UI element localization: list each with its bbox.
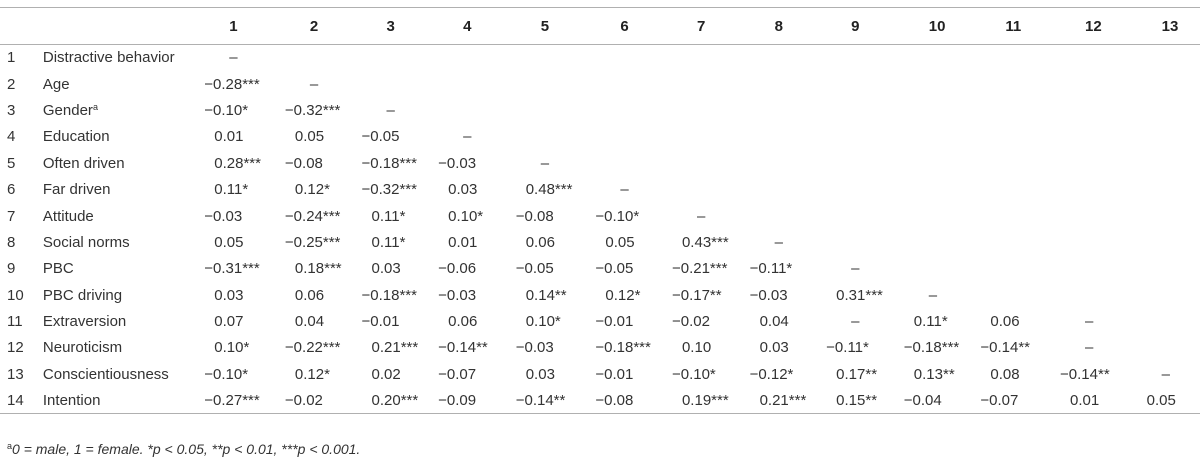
correlation-cell [826,124,904,150]
correlation-cell: 0.11* [371,207,406,225]
correlation-cell: 0.07 [214,313,244,331]
correlation-cell: 0.03 [214,286,244,304]
correlation-cell: – [229,49,238,67]
correlation-cell: −0.18*** [361,154,417,172]
correlation-cell: −0.22*** [284,339,341,357]
correlation-cell [826,150,904,176]
variable-superscript: a [92,101,98,112]
table-row [0,203,1200,229]
correlation-cell: – [463,128,472,146]
variable-name: PBC driving [42,286,123,304]
correlation-cell: −0.01 [361,313,400,331]
correlation-cell: 0.03 [448,181,478,199]
table-row [0,308,1200,334]
column-header: 9 [826,8,904,45]
table-row [0,97,1200,123]
correlation-cell [516,45,596,71]
variable-name-cell [43,308,204,334]
correlation-cell [595,97,672,123]
correlation-cell: −0.08 [515,207,554,225]
row-number: 9 [7,260,16,278]
row-number: 3 [7,101,16,119]
correlation-cell: −0.07 [980,388,1060,414]
variable-name-cell [43,388,204,414]
correlation-cell [1137,45,1200,71]
correlation-cell: 0.12* [294,365,330,383]
correlation-cell: 0.11* [913,313,948,331]
correlation-cell: – [851,260,860,278]
correlation-cell: 0.06 [990,313,1020,331]
correlation-cell: – [851,313,860,331]
correlation-cell: 0.06 [448,313,478,331]
column-header: 1 [204,8,285,45]
correlation-cell [904,124,981,150]
correlation-cell: −0.09 [438,388,516,414]
variable-name: Intention [42,392,101,410]
correlation-cell: −0.32*** [284,101,341,119]
correlation-cell [904,203,981,229]
column-header: 7 [672,8,750,45]
footnote-text: 0 = male, 1 = female. *p < 0.05, **p < 0.01, ***p < 0.001. [12,441,361,457]
correlation-cell: −0.03 [515,339,554,357]
correlation-cell: −0.31*** [204,260,260,278]
correlation-cell: −0.03 [204,207,243,225]
correlation-cell: 0.03 [525,365,555,383]
column-header: 12 [1060,8,1137,45]
correlation-cell [750,176,827,202]
correlation-cell: – [1085,339,1094,357]
correlation-cell: −0.14** [980,339,1031,357]
correlation-cell [826,203,904,229]
correlation-cell [980,150,1060,176]
correlation-cell [1060,229,1137,255]
variable-name: Gender [42,101,93,119]
variable-name: Often driven [42,154,125,172]
correlation-cell: −0.07 [438,365,477,383]
correlation-cell: −0.01 [595,313,634,331]
variable-name: Social norms [42,233,130,251]
correlation-cell: −0.05 [515,260,554,278]
correlation-cell [1137,335,1200,361]
correlation-cell: −0.28*** [204,75,260,93]
correlation-cell [362,71,439,97]
correlation-cell: – [1161,365,1170,383]
row-number: 11 [7,313,23,331]
table-row [0,361,1200,387]
correlation-cell: −0.01 [595,365,634,383]
correlation-cell [980,97,1060,123]
variable-name-cell [43,203,204,229]
correlation-cell: 0.03 [371,260,401,278]
correlation-cell: −0.14** [438,339,488,357]
correlation-cell: 0.10* [214,339,250,357]
row-number: 8 [7,233,16,251]
correlation-cell [438,45,516,71]
correlation-cell: −0.06 [438,260,477,278]
correlation-cell [750,71,827,97]
variable-name-cell [43,282,204,308]
correlation-cell [672,176,750,202]
correlation-cell [980,203,1060,229]
column-header: 3 [362,8,439,45]
correlation-cell [1137,308,1200,334]
table-row [0,282,1200,308]
correlation-cell [516,71,596,97]
row-number: 2 [7,75,16,93]
correlation-cell: −0.14** [1060,365,1110,383]
correlation-cell: 0.20*** [362,388,439,414]
correlation-cell: −0.18*** [903,339,960,357]
correlation-cell: 0.31*** [836,286,883,304]
correlation-cell: 0.43*** [681,233,729,251]
correlation-cell: 0.18*** [294,260,342,278]
correlation-cell [826,229,904,255]
correlation-cell [438,97,516,123]
correlation-cell: – [620,181,629,199]
correlation-cell: 0.10* [525,313,561,331]
variable-name-cell [43,229,204,255]
correlation-cell [826,97,904,123]
table-row [0,124,1200,150]
correlation-cell: −0.11* [826,339,869,357]
correlation-cell: −0.05 [595,260,634,278]
correlation-cell: −0.02 [671,313,710,331]
correlation-cell: 0.10* [448,207,484,225]
table-body [0,45,1200,414]
correlation-cell: −0.12* [749,365,794,383]
correlation-cell: 0.17** [836,365,878,383]
table-row [0,229,1200,255]
correlation-cell: −0.03 [438,286,477,304]
correlation-cell: 0.21*** [371,339,419,357]
correlation-cell: 0.01 [448,233,478,251]
correlation-cell: 0.05 [294,128,325,146]
correlation-cell [672,71,750,97]
column-header: 4 [438,8,516,45]
row-number: 4 [7,128,16,146]
column-header: 8 [750,8,827,45]
variable-name-cell [43,71,204,97]
correlation-cell [750,203,827,229]
correlation-cell: 0.08 [990,365,1020,383]
correlation-cell [1137,124,1200,150]
correlation-cell [672,97,750,123]
correlation-cell [1137,176,1200,202]
correlation-cell: 0.06 [525,233,555,251]
correlation-cell [826,45,904,71]
column-header: 13 [1137,8,1200,45]
correlation-cell: – [386,101,395,119]
column-header: 6 [595,8,672,45]
header-blank-cell [0,8,43,45]
table-footnote [7,441,360,457]
correlation-cell [904,71,981,97]
correlation-cell: 0.48*** [525,181,573,199]
correlation-cell [1060,203,1137,229]
column-header: 2 [285,8,362,45]
variable-name: Neuroticism [42,339,123,357]
variable-name: Attitude [42,207,94,225]
correlation-cell: −0.10* [204,101,249,119]
variable-name-cell [43,45,204,71]
correlation-cell: −0.27*** [204,388,285,414]
correlation-cell [826,71,904,97]
correlation-cell: −0.04 [904,388,981,414]
correlation-cell [750,150,827,176]
correlation-cell: −0.10* [204,365,249,383]
correlation-cell [980,45,1060,71]
correlation-cell: −0.03 [438,154,477,172]
variable-name-cell [43,150,204,176]
correlation-cell [980,71,1060,97]
correlation-cell: 0.04 [759,313,789,331]
correlation-cell: −0.32*** [361,181,417,199]
correlation-cell: 0.10 [681,339,712,357]
correlation-cell: – [540,154,550,172]
correlation-cell: −0.11* [749,260,793,278]
correlation-cell: −0.17** [671,286,722,304]
correlation-cell: −0.02 [285,388,362,414]
variable-name-cell [43,361,204,387]
column-header: 5 [516,8,596,45]
variable-name: PBC [42,260,74,278]
correlation-cell: 0.02 [371,365,401,383]
table-row [0,388,1200,414]
correlation-cell [1137,150,1200,176]
correlation-table [0,7,1200,414]
row-number: 5 [7,154,16,172]
correlation-cell [1060,71,1137,97]
row-number: 7 [7,207,16,225]
correlation-cell: −0.03 [749,286,788,304]
correlation-cell: 0.15** [826,388,904,414]
correlation-cell [980,282,1060,308]
variable-name-cell [43,176,204,202]
variable-name: Education [42,128,110,146]
correlation-cell [904,229,981,255]
correlation-cell [1060,150,1137,176]
correlation-cell: −0.10* [595,207,640,225]
correlation-cell: 0.13** [913,365,955,383]
variable-name: Conscientiousness [42,365,169,383]
footnote-superscript: a [7,441,13,451]
correlation-cell [1060,45,1137,71]
correlation-cell [1137,256,1200,282]
table-row [0,150,1200,176]
correlation-cell [904,45,981,71]
correlation-cell [595,45,672,71]
correlation-cell [595,124,672,150]
correlation-cell [980,256,1060,282]
correlation-cell [438,71,516,97]
correlation-cell: −0.10* [671,365,716,383]
correlation-cell [904,150,981,176]
column-header: 10 [904,8,981,45]
correlation-cell [1137,229,1200,255]
correlation-cell [980,124,1060,150]
row-number: 10 [7,286,24,304]
correlation-cell: −0.25*** [284,233,341,251]
table-row [0,176,1200,202]
correlation-cell: – [774,233,783,251]
correlation-cell [1137,71,1200,97]
table-row [0,256,1200,282]
correlation-cell: 0.03 [759,339,789,357]
correlation-cell [672,150,750,176]
variable-name: Age [42,75,70,93]
table-row [0,71,1200,97]
correlation-cell [516,97,596,123]
correlation-cell: – [928,286,938,304]
correlation-cell: 0.05 [605,233,635,251]
correlation-cell: 0.14** [525,286,567,304]
correlation-cell: 0.19*** [672,388,750,414]
correlation-cell [1137,282,1200,308]
header-blank-cell [43,8,204,45]
correlation-cell [1137,97,1200,123]
correlation-cell [1060,256,1137,282]
correlation-cell [1137,203,1200,229]
correlation-cell [285,45,362,71]
variable-name-cell [43,124,204,150]
correlation-cell: 0.01 [214,128,244,146]
variable-name: Extraversion [42,313,127,331]
correlation-cell [362,45,439,71]
table-header-row [0,8,1200,45]
correlation-cell: −0.14** [516,388,596,414]
correlation-cell: 0.12* [294,181,330,199]
correlation-cell [1060,282,1137,308]
correlation-cell: – [1085,313,1094,331]
table-row [0,335,1200,361]
correlation-cell: −0.08 [284,154,323,172]
correlation-cell: 0.21*** [750,388,827,414]
correlation-cell [595,71,672,97]
correlation-cell [750,45,827,71]
variable-name-cell [43,335,204,361]
correlation-cell [595,150,672,176]
correlation-cell: −0.05 [361,128,400,146]
correlation-cell [1060,176,1137,202]
row-number: 6 [7,181,16,199]
correlation-cell [672,45,750,71]
correlation-cell: 0.05 [214,233,244,251]
variable-name-cell [43,97,204,123]
correlation-cell: −0.21*** [671,260,728,278]
table-row [0,45,1200,71]
column-header: 11 [980,8,1060,45]
correlation-cell [904,256,981,282]
correlation-cell [826,176,904,202]
correlation-cell: −0.18*** [361,286,417,304]
correlation-cell [1060,124,1137,150]
correlation-cell: 0.04 [294,313,325,331]
variable-name: Distractive behavior [42,49,175,67]
correlation-cell: – [696,207,706,225]
correlation-cell [980,229,1060,255]
correlation-cell [904,97,981,123]
correlation-cell: −0.24*** [284,207,341,225]
variable-name-cell [43,256,204,282]
row-number: 14 [0,388,43,414]
correlation-cell: −0.18*** [595,339,651,357]
correlation-cell [1060,97,1137,123]
correlation-cell [750,124,827,150]
correlation-cell: 0.06 [294,286,325,304]
correlation-cell [904,176,981,202]
correlation-cell: 0.11* [214,181,249,199]
correlation-cell: 0.11* [371,233,406,251]
row-number: 13 [7,365,24,383]
correlation-cell [516,124,596,150]
row-number: 12 [7,339,24,357]
correlation-cell [980,176,1060,202]
correlation-cell [672,124,750,150]
correlation-cell [750,97,827,123]
correlation-cell: 0.05 [1137,388,1200,414]
correlation-cell: – [309,75,319,93]
correlation-cell: −0.08 [595,388,672,414]
correlation-cell: 0.12* [605,286,641,304]
variable-name: Far driven [42,181,111,199]
correlation-cell: 0.28*** [214,154,261,172]
row-number: 1 [7,49,16,67]
correlation-cell: 0.01 [1060,388,1137,414]
